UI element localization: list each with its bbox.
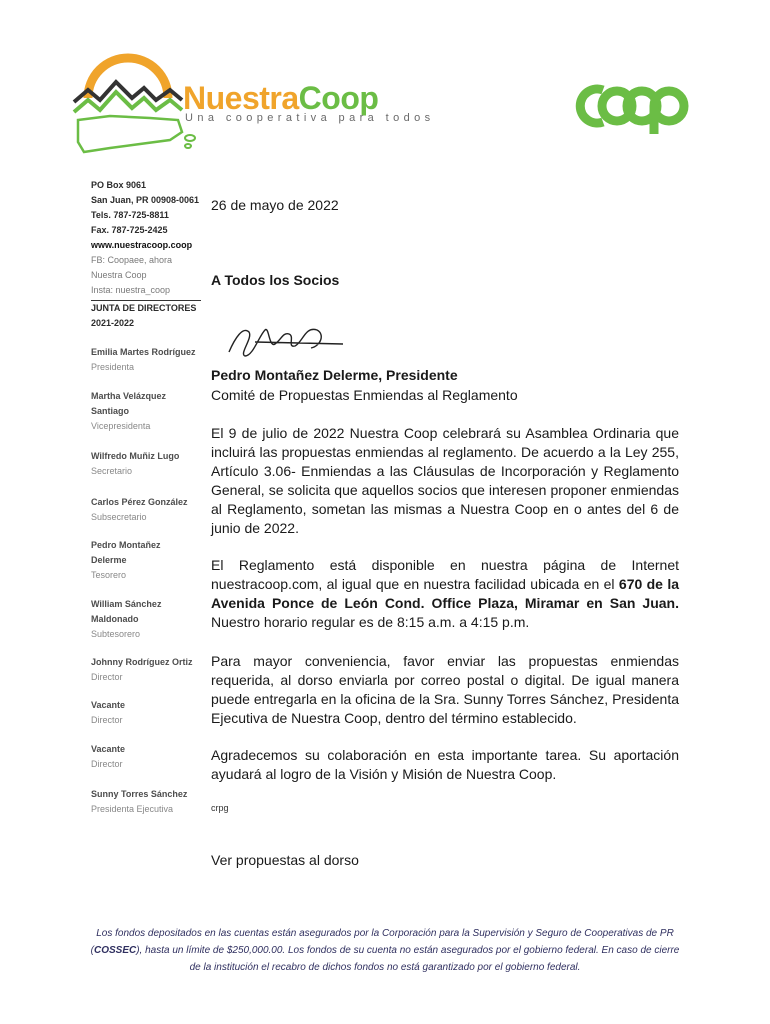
paragraph-availability (211, 556, 679, 632)
board-member-name: Vacante (91, 700, 126, 710)
coop-logo-icon (573, 78, 689, 134)
board-title: JUNTA DE DIRECTORES (91, 303, 197, 313)
coop-logo-text: coop (573, 78, 576, 79)
address-bold: 670 de la Avenida Ponce de León Cond. Office Plaza, Miramar en San Juan. (211, 576, 680, 611)
letter-salutation: A Todos los Socios (211, 272, 340, 288)
board-member-role: Presidenta Ejecutiva (91, 804, 174, 814)
board-member-name: William Sánchez Maldonado (91, 599, 162, 624)
website-link[interactable]: www.nuestracoop.coop (91, 240, 193, 250)
social-line: Nuestra Coop (91, 270, 147, 280)
social-line: Insta: nuestra_coop (91, 285, 171, 295)
signer-name: Pedro Montañez Delerme, Presidente (211, 367, 458, 383)
board-member-role: Director (91, 715, 123, 725)
signer-title: Comité de Propuestas Enmiendas al Reglamento (211, 387, 518, 403)
fax-line: Fax. 787-725-2425 (91, 225, 168, 235)
footer-text: ), hasta un límite de $250,000.00. Los fondos de su cuenta no están asegurados por el gobierno federal. En caso de cierre de la institución el recabro de dichos fondos no está garantizado por el gobierno federal. (136, 945, 680, 973)
social-line: FB: Coopaee, ahora (91, 255, 173, 265)
paragraph-thanks: Agradecemos su colaboración en esta importante tarea. Su aportación ayudará al logro de la Visión y Misión de Nuestra Coop. (211, 747, 679, 782)
board-member-name: Martha Velázquez Santiago (91, 391, 167, 416)
board-member-name: Sunny Torres Sánchez (91, 789, 188, 799)
coop-logo (573, 78, 689, 134)
paragraph-text: Nuestro horario regular es de 8:15 a.m. a 4:15 p.m. (211, 614, 530, 630)
board-member-role: Vicepresidenta (91, 421, 151, 431)
board-member-role: Presidenta (91, 362, 135, 372)
board-member-role: Subsecretario (91, 512, 147, 522)
board-member-role: Subtesorero (91, 629, 141, 639)
paragraph-submission: Para mayor conveniencia, favor enviar las propuestas enmiendas requerida, al dorso enviarla por correo postal o digital. De igual manera puede entregarla en la oficina de la Sra. Sunny Torres Sánchez, Presidenta Ejecutiva de Nuestra Coop, dentro del término establecido. (211, 653, 679, 726)
board-member-name: Johnny Rodríguez Ortiz (91, 657, 193, 667)
board-member-name: Carlos Pérez González (91, 497, 188, 507)
board-member-name: Pedro Montañez Delerme (91, 540, 161, 565)
board-member-role: Director (91, 759, 123, 769)
signature (225, 318, 345, 364)
address-line: PO Box 9061 (91, 180, 147, 190)
board-member-role: Tesorero (91, 570, 127, 580)
board-years: 2021-2022 (91, 318, 135, 328)
brand-name-part2: Coop (298, 80, 379, 116)
paragraph-text: El Reglamento está disponible en nuestra página de Internet nuestracoop.com, al igual que en nuestra facilidad ubicada en el (211, 557, 679, 592)
address-line: San Juan, PR 00908-0061 (91, 195, 200, 205)
phone-line: Tels. 787-725-8811 (91, 210, 169, 220)
brand-tagline: Una cooperativa para todos (185, 112, 435, 124)
footer-cossec: COSSEC (93, 945, 137, 956)
typist-initials: crpg (211, 803, 229, 813)
letter-date: 26 de mayo de 2022 (211, 197, 339, 213)
footer-disclaimer (85, 925, 685, 976)
paragraph-assembly: El 9 de julio de 2022 Nuestra Coop celebrará su Asamblea Ordinaria que incluirá las propuestas enmiendas al reglamento. De acuerdo a la Ley 255, Artículo 3.06- Enmiendas a las Cláusulas de Incorporación y Reglamento General, se solicita que aquellos socios que interesen proponer enmiendas al Reglamento, sometan las mismas a Nuestra Coop en o antes del 6 de junio de 2022. (211, 425, 679, 536)
board-member-role: Secretario (91, 466, 133, 476)
brand-name-part1: Nuestra (183, 80, 299, 116)
signature-icon (225, 318, 345, 364)
board-member-role: Director (91, 672, 123, 682)
footer-text: Los fondos depositados en las cuentas están asegurados por la Corporación para la Supervisión y Seguro de Cooperativas de PR ( (90, 928, 674, 956)
sidebar (91, 178, 203, 817)
board-member-name: Wilfredo Muñiz Lugo (91, 451, 180, 461)
board-member-name: Vacante (91, 744, 126, 754)
see-reverse-note: Ver propuestas al dorso (211, 852, 359, 868)
board-member-name: Emilia Martes Rodríguez (91, 347, 196, 357)
